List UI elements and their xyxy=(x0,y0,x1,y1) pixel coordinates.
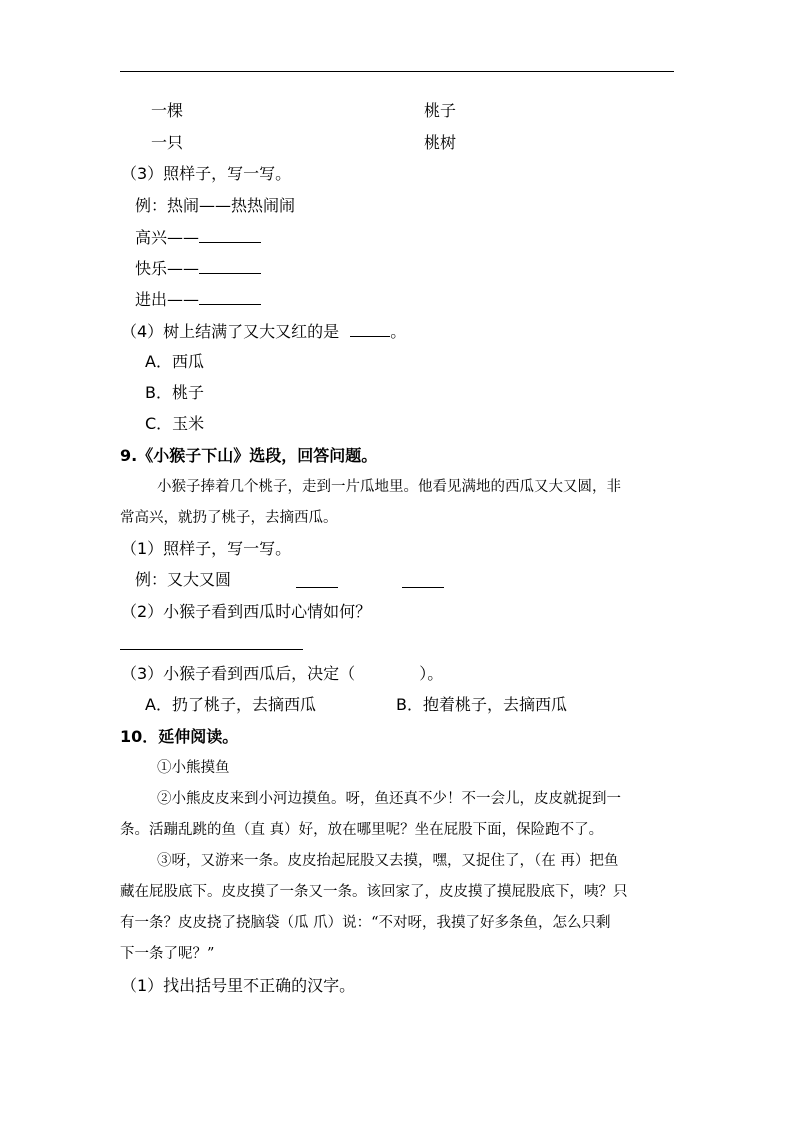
answer-blank[interactable] xyxy=(350,322,390,337)
q10-title: 10．延伸阅读。 xyxy=(120,727,239,746)
q8-3-item-1 xyxy=(135,228,261,248)
match-right-2: 桃树 xyxy=(424,133,457,152)
q8-3-item-3 xyxy=(135,290,261,310)
answer-blank[interactable] xyxy=(199,290,261,305)
q8-4-option-b[interactable]: B．桃子 xyxy=(145,383,204,402)
answer-blank[interactable] xyxy=(199,228,261,243)
q9-3-prompt xyxy=(121,664,443,684)
q10-para3-line-3: 有一条？皮皮挠了挠脑袋（瓜 爪）说：“不对呀，我摸了好多条鱼，怎么只剩 xyxy=(120,915,611,931)
q9-1-blank-1[interactable] xyxy=(296,573,338,588)
q10-para2-line-1: ②小熊皮皮来到小河边摸鱼。呀，鱼还真不少！不一会儿，皮皮就捉到一 xyxy=(157,791,621,807)
q10-para3-line-2: 藏在屁股底下。皮皮摸了一条又一条。该回家了，皮皮摸了摸屁股底下，咦？只 xyxy=(120,884,628,900)
q9-passage-line-2: 常高兴，就扔了桃子，去摘西瓜。 xyxy=(120,510,338,526)
item-label: 高兴—— xyxy=(135,228,200,247)
q8-4-option-c[interactable]: C．玉米 xyxy=(145,414,205,433)
q9-2-answer-line[interactable] xyxy=(120,649,303,650)
match-left-2: 一只 xyxy=(151,133,184,152)
q8-3-example: 例：热闹——热热闹闹 xyxy=(135,196,296,215)
match-left-1: 一棵 xyxy=(151,101,184,120)
example-text: 例：又大又圆 xyxy=(135,570,232,589)
q9-2-prompt: （2）小猴子看到西瓜时心情如何？ xyxy=(121,602,372,621)
answer-blank[interactable] xyxy=(199,259,261,274)
q9-1-example xyxy=(135,570,231,590)
q8-3-item-2 xyxy=(135,259,261,279)
prompt-text: （4）树上结满了又大又红的是 xyxy=(121,322,340,341)
q9-passage-line-1: 小猴子捧着几个桃子，走到一片瓜地里。他看见满地的西瓜又大又圆，非 xyxy=(157,479,621,495)
prompt-text: （3）小猴子看到西瓜后，决定（ xyxy=(121,664,356,683)
q8-4-prompt xyxy=(121,322,406,342)
item-label: 进出—— xyxy=(135,290,200,309)
q9-3-option-b[interactable]: B．抱着桃子，去摘西瓜 xyxy=(396,695,567,714)
q10-para2-line-2: 条。活蹦乱跳的鱼（直 真）好，放在哪里呢？坐在屁股下面，保险跑不了。 xyxy=(120,822,604,838)
q9-1-prompt: （1）照样子，写一写。 xyxy=(121,539,292,558)
match-right-1: 桃子 xyxy=(424,101,457,120)
q8-3-prompt: （3）照样子，写一写。 xyxy=(121,164,292,183)
item-label: 快乐—— xyxy=(135,259,200,278)
q9-title: 9.《小猴子下山》选段，回答问题。 xyxy=(120,446,378,465)
q10-story-heading: ①小熊摸鱼 xyxy=(157,760,230,776)
q8-4-option-a[interactable]: A．西瓜 xyxy=(145,352,204,371)
q10-1-prompt: （1）找出括号里不正确的汉字。 xyxy=(121,976,356,995)
prompt-end: 。 xyxy=(390,322,407,341)
q9-1-blank-2[interactable] xyxy=(402,573,444,588)
prompt-end: ）。 xyxy=(419,664,444,683)
q10-para3-line-1: ③呀，又游来一条。皮皮抬起屁股又去摸，嘿，又捉住了，（在 再）把鱼 xyxy=(157,853,619,869)
q10-para3-line-4: 下一条了呢？” xyxy=(120,946,215,962)
header-rule xyxy=(120,71,674,72)
q9-3-option-a[interactable]: A．扔了桃子，去摘西瓜 xyxy=(145,695,316,714)
